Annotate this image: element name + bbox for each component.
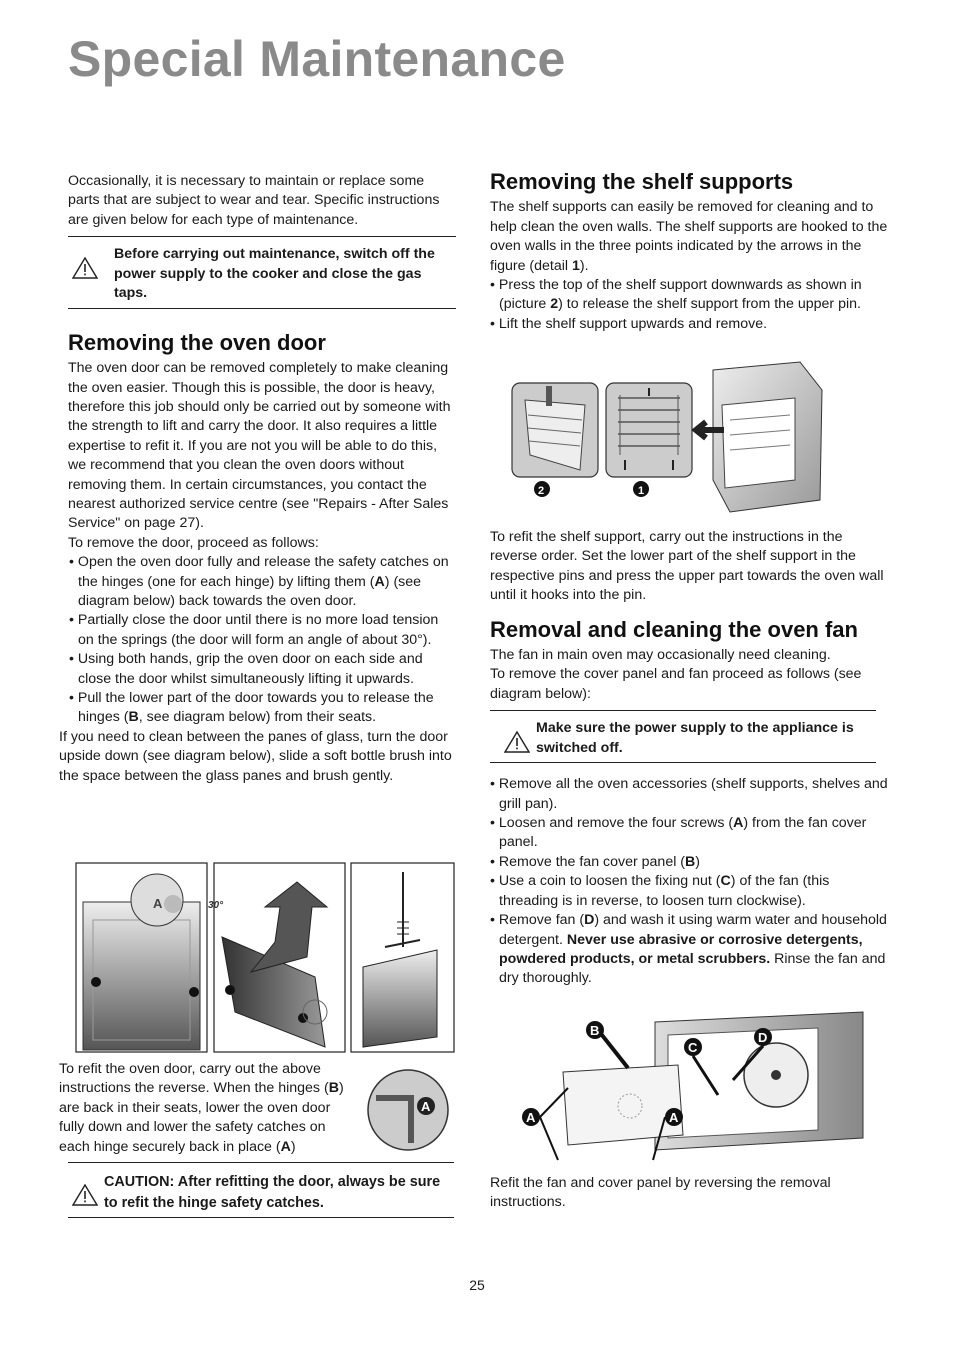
door-step: • Partially close the door until there is no more load tension on the springs (the door will form an angle of about 30°). xyxy=(69,611,456,650)
page-number: 25 xyxy=(469,1277,485,1293)
hinge-label-a: A xyxy=(421,1099,431,1114)
refit-door-paragraph: To refit the oven door, carry out the above instructions the reverse. When the hinges (B) are back in their seats, lower the oven door fully down and lower the safety catches on each hinge securely back in place (A) xyxy=(59,1061,344,1155)
shelf-paragraph: The shelf supports can easily be removed for cleaning and to help clean the oven walls. The shelf supports are hooked to the oven walls in the three points indicated by the arrows in the figure (detail 1). xyxy=(490,199,888,274)
shelf-label-1: 1 xyxy=(638,485,645,497)
fan-step: • Remove all the oven accessories (shelf supports, shelves and grill pan). xyxy=(490,775,890,814)
door-angle-panel xyxy=(208,863,345,1052)
door-heading: Removing the oven door xyxy=(68,329,326,355)
intro-paragraph: Occasionally, it is necessary to maintain or replace some parts that are subject to wear and tear. Specific instructions are given below for each type of maintenance. xyxy=(68,173,440,228)
fan-label-a-right: A xyxy=(669,1110,679,1125)
fan-steps xyxy=(490,775,890,988)
shelf-label-2: 2 xyxy=(538,485,545,497)
fan-step: • Remove the fan cover panel (B) xyxy=(490,853,890,872)
label-a: A xyxy=(153,896,163,911)
door-steps xyxy=(69,553,456,728)
shelf-refit-paragraph: To refit the shelf support, carry out the instructions in the reverse order. Set the lower part of the shelf support in the respective pins and press the upper part towards the oven wall until it hooks into the pin. xyxy=(490,529,884,604)
door-step: • Using both hands, grip the oven door on each side and close the door whilst simultaneously lifting it upwards. xyxy=(69,650,456,689)
fan-label-a-left: A xyxy=(526,1110,536,1125)
fan-refit-paragraph: Refit the fan and cover panel by reversing the removal instructions. xyxy=(490,1175,831,1211)
fan-paragraph-1: The fan in main oven may occasionally need cleaning. xyxy=(490,647,831,664)
power-warning xyxy=(490,710,876,763)
page-title: Special Maintenance xyxy=(68,31,566,87)
shelf-step: • Lift the shelf support upwards and remove. xyxy=(490,315,890,334)
door-removal-figure xyxy=(75,862,455,1054)
warning-icon xyxy=(72,1184,98,1206)
maintenance-warning xyxy=(68,236,456,309)
fan-step: • Use a coin to loosen the fixing nut (C) of the fan (this threading is in reverse, to loosen turn clockwise). xyxy=(490,872,890,911)
warning-icon xyxy=(504,731,530,753)
fan-step: • Remove fan (D) and wash it using warm water and household detergent. Never use abrasive or corrosive detergents, powdered products, or metal scrubbers. Rinse the fan and dry thoroughly. xyxy=(490,911,890,989)
shelf-step: • Press the top of the shelf support downwards as shown in (picture 2) to release the shelf support from the upper pin. xyxy=(490,276,890,315)
glass-cleaning-paragraph: If you need to clean between the panes of glass, turn the door upside down (see diagram below), slide a soft bottle brush into the space between the glass panes and brush gently. xyxy=(59,728,452,784)
shelf-heading: Removing the shelf supports xyxy=(490,169,794,194)
fan-step: • Loosen and remove the four screws (A) from the fan cover panel. xyxy=(490,814,890,853)
fan-removal-figure xyxy=(518,1010,868,1170)
fan-label-d: D xyxy=(758,1030,768,1045)
fan-heading: Removal and cleaning the oven fan xyxy=(490,616,858,642)
right-column-lower xyxy=(490,528,890,989)
hinge-detail-figure xyxy=(366,1068,456,1154)
caution-text: CAUTION: After refitting the door, always be sure to refit the hinge safety catches. xyxy=(104,1174,441,1211)
fan-label-b: B xyxy=(590,1023,600,1038)
door-glass-panel xyxy=(351,863,454,1052)
right-column xyxy=(490,169,890,334)
warning-text: Before carrying out maintenance, switch off the power supply to the cooker and close the gas taps. xyxy=(114,246,435,302)
left-column xyxy=(59,172,456,786)
door-step: • Pull the lower part of the door towards you to release the hinges (B, see diagram below) from their seats. xyxy=(69,689,456,728)
door-step: • Open the oven door fully and release the safety catches on the hinges (one for each hinge) by lifting them (A) (see diagram below) back towards the oven door. xyxy=(69,553,456,611)
caution-warning xyxy=(68,1162,454,1218)
fan-label-c: C xyxy=(688,1040,698,1055)
angle-label: 30° xyxy=(208,900,224,911)
door-paragraph: The oven door can be removed completely to make cleaning the oven easier. Though this is possible, the door is heavy, therefore this job should only be carried out by someone with the strength to lift and carry the door. It also requires a little expertise to refit it. If you are not you will be able to do this, we recommend that you clean the oven doors without removing them. In certain circumstances, you contact the nearest authorized service centre (see "Repairs - After Sales Service" on page 27). xyxy=(68,360,451,532)
warning-icon xyxy=(72,257,98,279)
shelf-support-figure xyxy=(510,360,882,520)
fan-paragraph-2: To remove the cover panel and fan proceed as follows (see diagram below): xyxy=(490,666,862,702)
power-warning-text: Make sure the power supply to the appliance is switched off. xyxy=(536,720,854,756)
door-steps-intro: To remove the door, proceed as follows: xyxy=(68,534,319,551)
shelf-steps xyxy=(490,276,890,334)
door-open-panel xyxy=(76,863,207,1052)
